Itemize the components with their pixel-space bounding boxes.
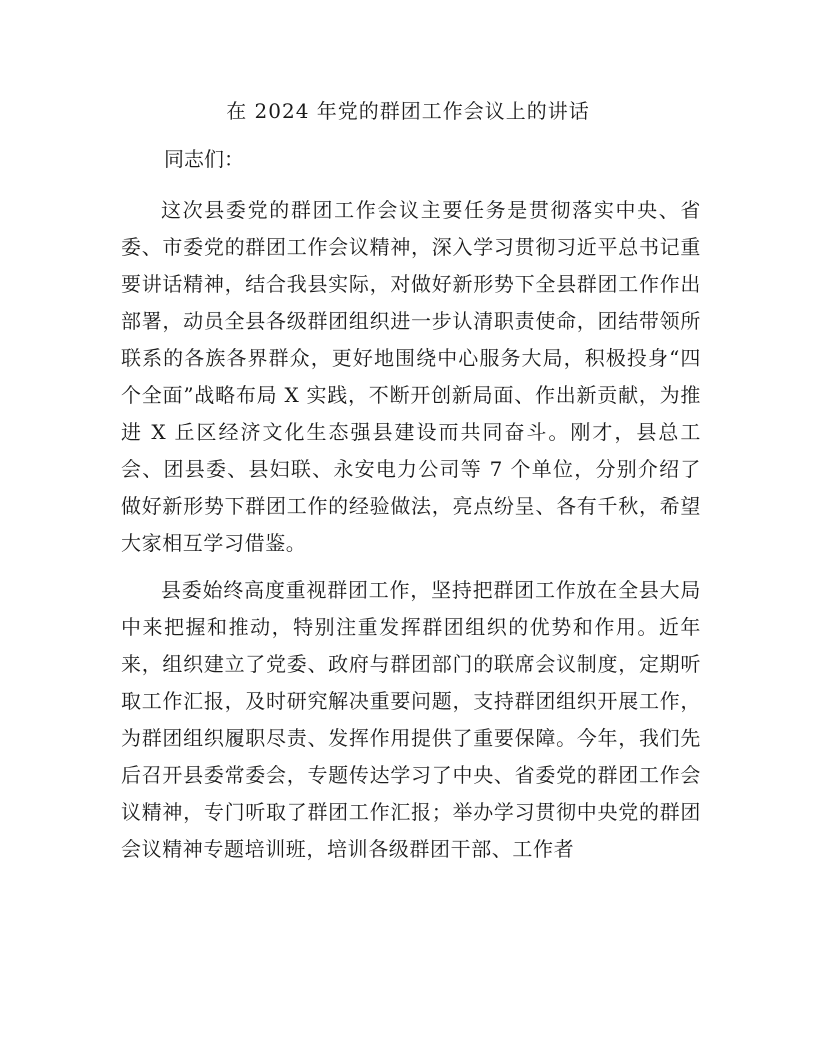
paragraph-1: 这次县委党的群团工作会议主要任务是贯彻落实中央、省委、市委党的群团工作会议精神，深入学习贯彻习近平总书记重要讲话精神，结合我县实际，对做好新形势下全县群团工作作出部署，动员全县各级群团组织进一步认清职责使命，团结带领所联系的各族各界群众，更好地围绕中心服务大局，积极投身“四个全面”战略布局 X 实践，不断开创新局面、作出新贡献，为推进 X 丘区经济文化生态强县建设而共同奋斗。刚才，县总工会、团县委、县妇联、永安电力公司等 7 个单位，分别介绍了做好新形势下群团工作的经验做法，亮点纷呈、各有千秋，希望大家相互学习借鉴。 [121,198,701,555]
paragraph-2: 县委始终高度重视群团工作，坚持把群团工作放在全县大局中来把握和推动，特别注重发挥群团组织的优势和作用。近年来，组织建立了党委、政府与群团部门的联席会议制度，定期听取工作汇报，及时研究解决重要问题，支持群团组织开展工作，为群团组织履职尽责、发挥作用提供了重要保障。今年，我们先后召开县委常委会，专题传达学习了中央、省委党的群团工作会议精神，专门听取了群团工作汇报；举办学习贯彻中央党的群团会议精神专题培训班，培训各级群团干部、工作者 [121,578,701,861]
document-title: 在 2024 年党的群团工作会议上的讲话 [226,99,590,123]
salutation: 同志们： [164,147,244,171]
document-body [121,192,701,868]
